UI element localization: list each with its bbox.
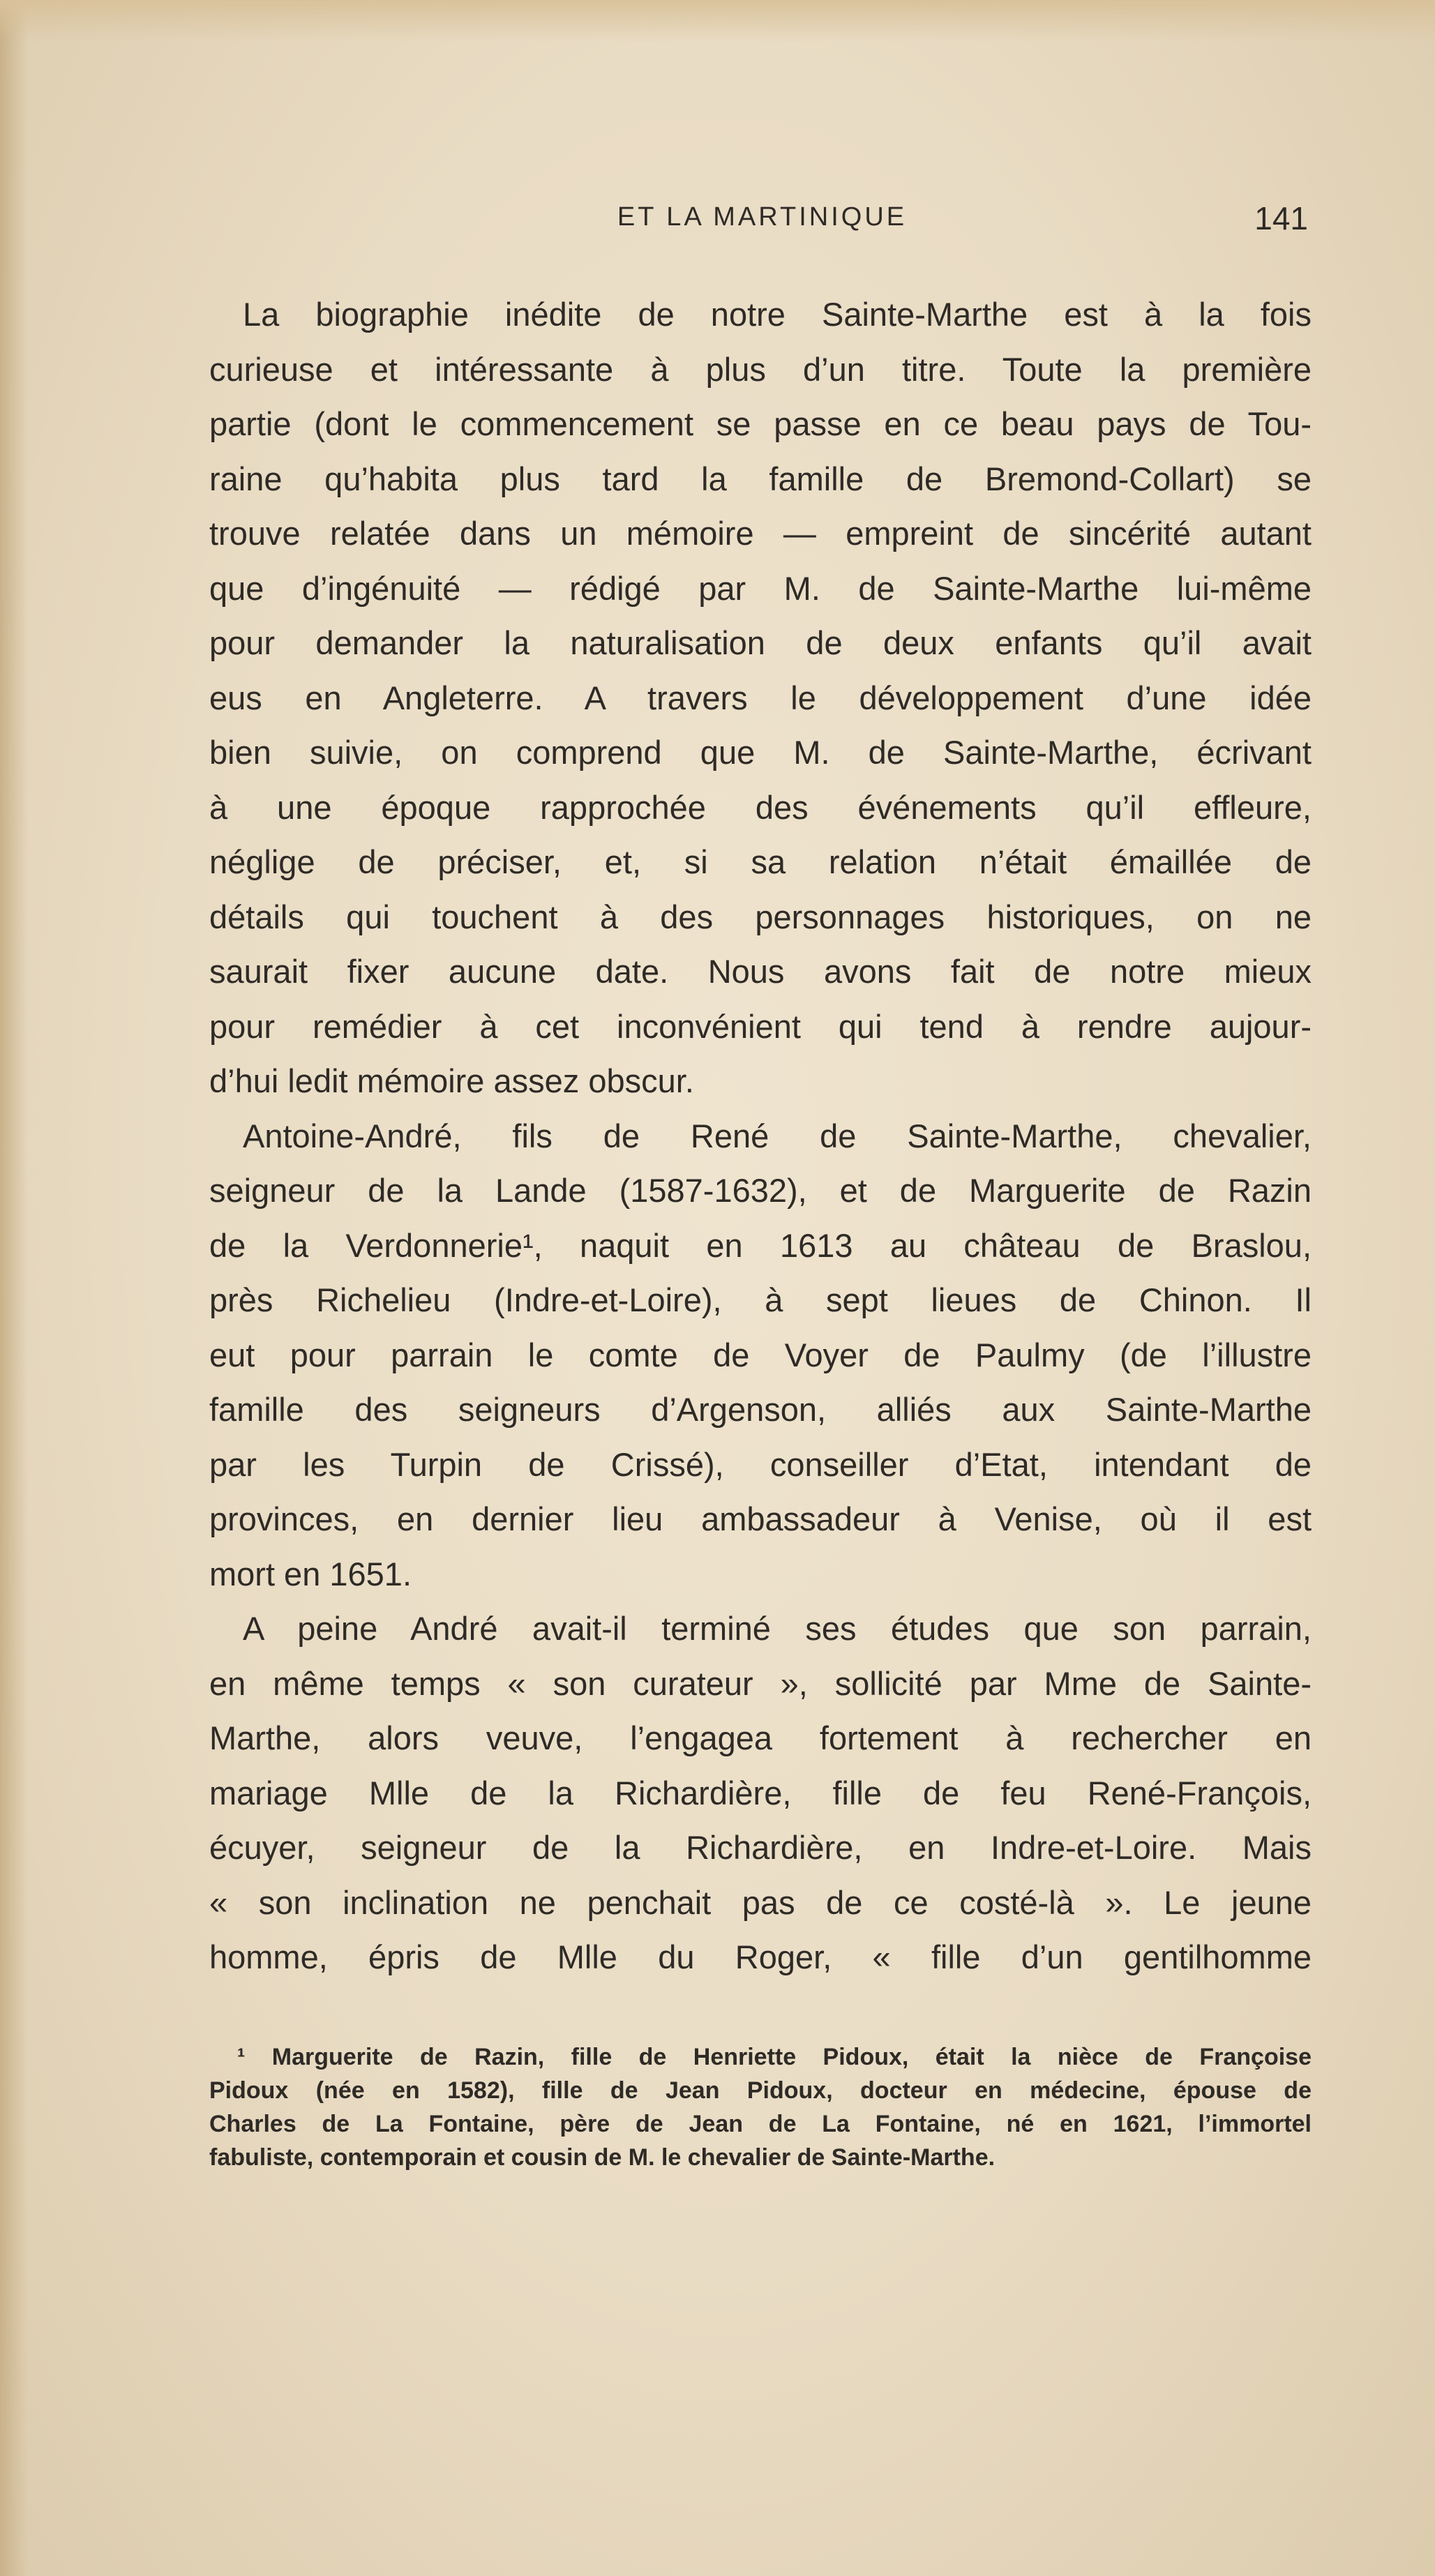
text-line: provinces, en dernier lieu ambassadeur à Venise, où il est: [209, 1500, 1312, 1537]
footnote-line: Charles de La Fontaine, père de Jean de La Fontaine, né en 1621, l’immortel: [209, 2111, 1312, 2137]
text-line: néglige de préciser, et, si sa relation n’était émaillée de: [209, 843, 1312, 880]
footnote: [209, 2040, 1312, 2174]
page-edge-shadow: [0, 0, 28, 2576]
text-line: mariage Mlle de la Richardière, fille de feu René-François,: [209, 1774, 1312, 1812]
text-line: famille des seigneurs d’Argenson, alliés aux Sainte-Marthe: [209, 1391, 1312, 1428]
text-line: eut pour parrain le comte de Voyer de Paulmy (de l’illustre: [209, 1336, 1312, 1373]
footnote-line: Pidoux (née en 1582), fille de Jean Pidoux, docteur en médecine, épouse de: [209, 2077, 1312, 2104]
text-line: bien suivie, on comprend que M. de Sainte-Marthe, écrivant: [209, 734, 1312, 771]
text-line: saurait fixer aucune date. Nous avons fait de notre mieux: [209, 953, 1312, 990]
page-number: 141: [1254, 200, 1308, 236]
text-line: pour demander la naturalisation de deux enfants qu’il avait: [209, 624, 1312, 661]
running-head: [216, 202, 1308, 244]
text-line: en même temps « son curateur », sollicité par Mme de Sainte-: [209, 1664, 1312, 1702]
text-line: écuyer, seigneur de la Richardière, en Indre-et-Loire. Mais: [209, 1829, 1312, 1866]
text-line: curieuse et intéressante à plus d’un titre. Toute la première: [209, 350, 1312, 388]
text-line: de la Verdonnerie¹, naquit en 1613 au château de Braslou,: [209, 1226, 1312, 1264]
text-line: trouve relatée dans un mémoire — empreint de sincérité autant: [209, 515, 1312, 552]
text-line: par les Turpin de Crissé), conseiller d’Etat, intendant de: [209, 1445, 1312, 1483]
text-line: La biographie inédite de notre Sainte-Marthe est à la fois: [243, 296, 1312, 333]
text-line: que d’ingénuité — rédigé par M. de Sainte-Marthe lui-même: [209, 569, 1312, 607]
text-line: à une époque rapprochée des événements qu’il effleure,: [209, 788, 1312, 826]
text-line: mort en 1651.: [209, 1555, 412, 1592]
text-line: homme, épris de Mlle du Roger, « fille d’un gentilhomme: [209, 1938, 1312, 1975]
text-line: détails qui touchent à des personnages historiques, on ne: [209, 898, 1312, 935]
page-top-shadow: [0, 0, 1435, 42]
text-line: A peine André avait-il terminé ses études que son parrain,: [243, 1610, 1312, 1647]
body-text: [209, 287, 1312, 1985]
text-line: « son inclination ne penchait pas de ce costé-là ». Le jeune: [209, 1883, 1312, 1921]
text-line: seigneur de la Lande (1587-1632), et de Marguerite de Razin: [209, 1172, 1312, 1209]
footnote-line: ¹ Marguerite de Razin, fille de Henriette Pidoux, était la nièce de Françoise: [237, 2044, 1312, 2070]
text-line: d’hui ledit mémoire assez obscur.: [209, 1062, 694, 1099]
text-line: eus en Angleterre. A travers le développement d’une idée: [209, 679, 1312, 716]
text-line: pour remédier à cet inconvénient qui tend à rendre aujour-: [209, 1007, 1312, 1045]
running-title: ET LA MARTINIQUE: [617, 202, 908, 232]
text-line: près Richelieu (Indre-et-Loire), à sept lieues de Chinon. Il: [209, 1281, 1312, 1318]
text-line: Marthe, alors veuve, l’engagea fortement à rechercher en: [209, 1719, 1312, 1756]
text-line: Antoine-André, fils de René de Sainte-Marthe, chevalier,: [243, 1117, 1312, 1154]
text-line: raine qu’habita plus tard la famille de Bremond-Collart) se: [209, 460, 1312, 497]
text-line: partie (dont le commencement se passe en ce beau pays de Tou-: [209, 405, 1312, 442]
footnote-line: fabuliste, contemporain et cousin de M. le chevalier de Sainte-Marthe.: [209, 2144, 996, 2171]
